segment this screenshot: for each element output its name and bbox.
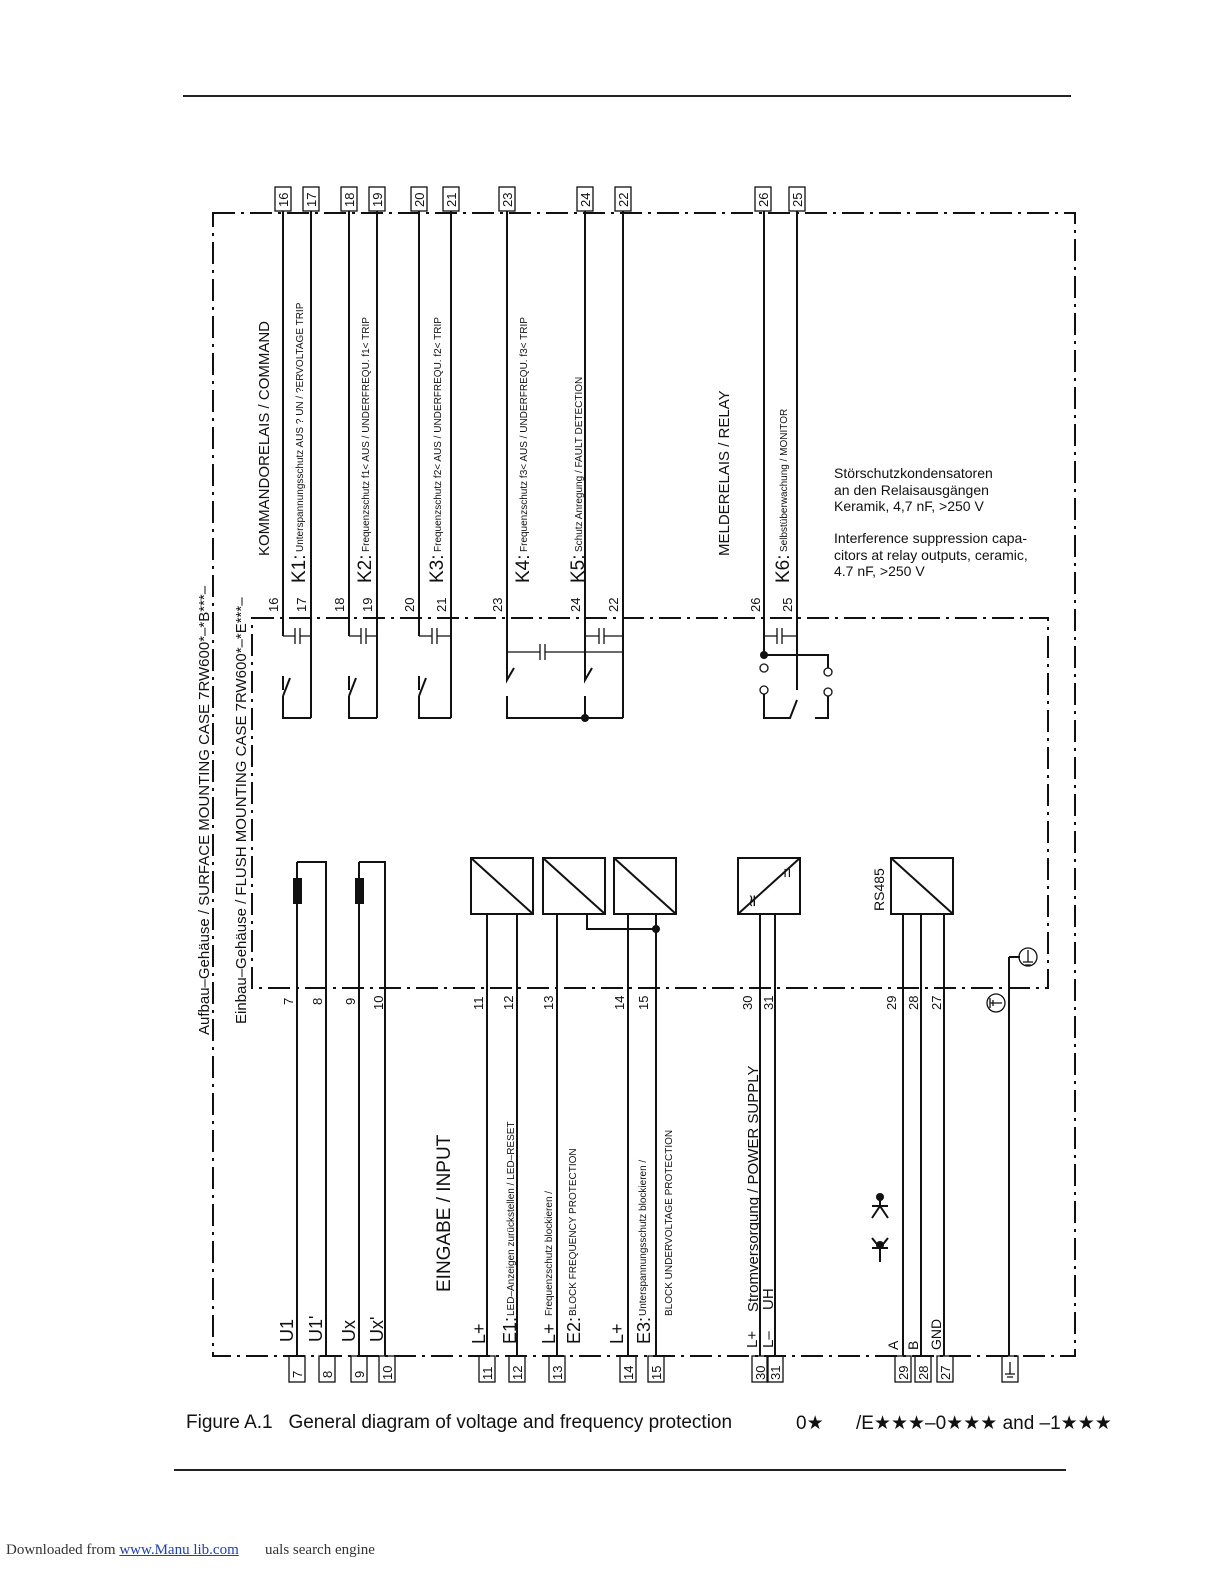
voltage-transformer-u1 [293,878,302,904]
terminal-24: 24 [578,192,593,207]
figure-caption-variant-a: 0★ [796,1413,824,1434]
relay-contacts [283,636,832,722]
input-desc-e2-de: Frequenzschutz blockieren / [544,1190,555,1316]
relay-k2-desc: Frequenzschutz f1< AUS / UNDERFREQU. f1< TRIP [361,317,372,552]
terminal-28: 28 [916,1365,931,1380]
junction-dot [760,651,768,659]
inner-terminal-numbers-bottom [281,996,944,1010]
input-desc-e3-de: Unterspannungsschutz blockieren / [638,1159,649,1316]
inner-terminal-14: 14 [612,995,627,1010]
rs485-line-b: B [905,1340,921,1350]
relay-k5-desc: Schutz Anregung / FAULT DETECTION [574,376,585,552]
terminal-9: 9 [352,1370,367,1378]
capacitor-note-de-1: Störschutzkondensatoren [834,465,993,481]
input-label-ux-prime: Ux' [367,1316,387,1342]
terminal-16: 16 [276,192,291,207]
relay-k4 [513,317,534,583]
converter-ac-symbol: ≃ [743,893,762,908]
surface-mounting-label: Aufbau–Gehäuse / SURFACE MOUNTING CASE 7RW600*–*B***– [196,585,213,1035]
rs485-label: RS485 [871,868,887,911]
terminal-15: 15 [649,1365,664,1380]
relay-k6 [773,409,794,583]
capacitor-note-de-2: an den Relaisausgängen [834,482,989,498]
earth-connections [987,948,1037,1356]
inner-terminal-15: 15 [636,995,651,1010]
rs485-interface [871,858,953,1356]
input-label-u1-prime: U1' [306,1315,326,1342]
terminal-26: 26 [756,192,771,207]
terminal-12: 12 [510,1365,525,1380]
input-label-ux: Ux [339,1320,359,1342]
power-supply-title: Stromversorgung / POWER SUPPLY [745,1065,762,1312]
voltage-transformer-ux [355,878,364,904]
footer-link[interactable]: www.Manu lib.com [119,1542,239,1558]
terminal-18: 18 [342,192,357,207]
inner-terminal-10: 10 [371,995,386,1010]
terminal-10: 10 [380,1365,395,1380]
junction-dot [581,714,589,722]
power-supply-minus: L– [760,1331,777,1348]
inner-terminal-9: 9 [343,997,358,1005]
inner-terminal-17: 17 [294,597,309,612]
top-terminal-group [275,187,805,211]
inner-terminal-30: 30 [740,995,755,1010]
inner-terminal-18: 18 [332,597,347,612]
download-footer [6,1542,375,1559]
footer-rule [174,1469,1066,1471]
terminal-11: 11 [480,1366,495,1380]
input-label-e3: E3: [634,1316,654,1344]
converter-dc-symbol: = [778,868,797,878]
terminal-7: 7 [290,1370,305,1378]
inner-terminal-31: 31 [761,995,776,1010]
inner-terminal-8: 8 [310,997,325,1005]
inner-terminal-11: 11 [471,996,486,1010]
terminal-14: 14 [621,1365,636,1380]
power-supply-labels [744,1066,777,1348]
terminal-31: 31 [768,1365,783,1380]
power-supply-plus: L+ [744,1330,761,1348]
terminal-8: 8 [320,1370,335,1378]
inner-terminal-23: 23 [490,597,505,612]
input-label-e1: E1: [500,1316,520,1344]
power-supply-uh: UH [760,1288,777,1310]
inner-terminal-19: 19 [360,597,375,612]
inner-terminal-numbers-top [266,598,795,612]
rs485-labels [872,1193,944,1350]
input-label-lplus-1: L+ [469,1323,489,1344]
junction-dot [652,925,660,933]
inner-terminal-24: 24 [568,597,583,612]
terminal-17: 17 [304,192,319,207]
relay-k1-desc: Unterspannungsschutz AUS ? UN / ?ERVOLTAGE TRIP [295,302,306,552]
inner-terminal-27: 27 [929,995,944,1010]
relay-k1 [289,302,310,583]
command-relays-title: KOMMANDORELAIS / COMMAND [256,320,273,556]
rs485-line-a: A [885,1340,901,1350]
terminal-21: 21 [444,192,459,207]
flush-mounting-label: Einbau–Gehäuse / FLUSH MOUNTING CASE 7RW600*–*E***– [233,597,250,1024]
signal-relays-title: MELDERELAIS / RELAY [716,390,733,556]
figure-caption-variant-b: /E★★★–0★★★ and –1★★★ [856,1413,1112,1434]
input-label-e2: E2: [564,1316,584,1344]
relay-k3-desc: Frequenzschutz f2< AUS / UNDERFREQU. f2< TRIP [433,317,444,552]
input-section-title: EINGABE / INPUT [434,1134,455,1292]
figure-caption [186,1412,1112,1434]
relay-k2-id: K2: [355,554,376,583]
inner-terminal-12: 12 [501,995,516,1010]
terminal-29: 29 [896,1365,911,1380]
footer-suffix: uals search engine [265,1542,375,1558]
capacitor-note-en-1: Interference suppression capa- [834,530,1027,546]
relay-k2 [355,317,376,583]
terminal-20: 20 [412,192,427,207]
inner-terminal-26: 26 [748,597,763,612]
figure-caption-text: General diagram of voltage and frequency protection [288,1412,733,1433]
inner-terminal-20: 20 [402,597,417,612]
input-label-lplus-2: L+ [539,1323,559,1344]
rs485-line-gnd: GND [928,1318,944,1350]
terminal-27: 27 [938,1365,953,1380]
input-desc-e2-en: BLOCK FREQUENCY PROTECTION [568,1148,579,1316]
relay-k6-id: K6: [773,554,794,583]
earth-terminal-icon [1005,1362,1015,1377]
terminal-25: 25 [790,192,805,207]
capacitor-note-de-3: Keramik, 4,7 nF, >250 V [834,498,984,514]
inner-terminal-16: 16 [266,597,281,612]
inner-terminal-29: 29 [884,995,899,1010]
inner-terminal-13: 13 [541,995,556,1010]
inner-terminal-28: 28 [906,995,921,1010]
input-label-u1: U1 [277,1318,297,1342]
inner-terminal-25: 25 [780,597,795,612]
relay-k3-id: K3: [427,554,448,583]
flush-case-boundary [252,618,1048,988]
terminal-13: 13 [550,1365,565,1380]
input-desc-e1: LED–Anzeigen zurückstellen / LED–RESET [506,1121,517,1316]
capacitor-note-en-2: citors at relay outputs, ceramic, [834,547,1028,563]
relay-k1-id: K1: [289,554,310,583]
figure-caption-label: Figure A.1 [186,1412,273,1433]
relay-k5-id: K5: [568,554,589,583]
voltage-inputs [293,862,385,1356]
terminal-22: 22 [616,192,631,207]
inner-terminal-21: 21 [434,597,449,612]
terminal-23: 23 [500,192,515,207]
suppression-capacitors [283,628,797,660]
inner-terminal-7: 7 [281,997,296,1005]
terminal-19: 19 [370,192,385,207]
inner-terminal-22: 22 [606,597,621,612]
input-label-lplus-3: L+ [607,1323,627,1344]
input-labels [277,1121,675,1344]
capacitor-note [834,465,1028,579]
relay-k4-desc: Frequenzschutz f3< AUS / UNDERFREQU. f3< TRIP [519,317,530,552]
footer-prefix: Downloaded from [6,1542,116,1558]
terminal-30: 30 [753,1365,768,1380]
relay-k4-id: K4: [513,554,534,583]
input-desc-e3-en: BLOCK UNDERVOLTAGE PROTECTION [664,1129,675,1316]
relay-k3 [427,317,448,583]
relay-k6-desc: Selbstüberwachung / MONITOR [779,408,790,552]
capacitor-note-en-3: 4.7 nF, >250 V [834,563,925,579]
bottom-terminal-group [289,1356,1018,1382]
